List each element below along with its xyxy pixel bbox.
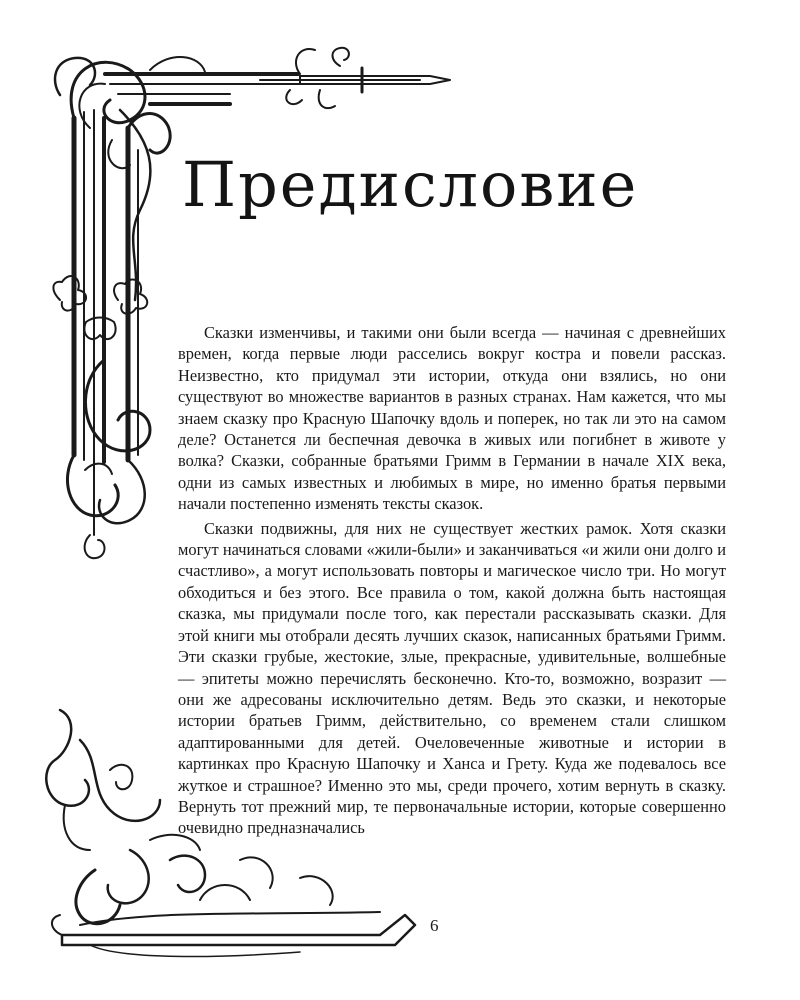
paragraph: Сказки подвижны, для них не существует жестких рамок. Хотя сказки могут начинаться словами «жили-были» и заканчиваться «и жили они долго и счастливо», а могут использовать повторы и магическое число три. Но могут обходиться и без этого. Все правила о том, какой должна быть настоящая сказка, мы придумали после того, как перестали рассказывать сказки. Для этой книги мы отобрали десять лучших сказок, написанных братьями Гримм. Эти сказки грубые, жестокие, злые, прекрасные, удивительные, волшебные — эпитеты можно перечислять бесконечно. Кто-то, возможно, возразит — они же адресованы исключительно детям. Ведь это сказки, и некоторые истории братьев Гримм, действительно, со временем стали слишком адаптированными для детей. Очеловеченные животные и истории в картинках про Красную Шапочку и Ханса и Грету. Куда же подевалось все жуткое и страшное? Именно это мы, среди прочего, хотим вернуть в сказку. Вернуть тот прежний мир, те первоначальные истории, которые совершенно очевидно предназначались	[178, 518, 726, 838]
paragraph: Сказки изменчивы, и такими они были всегда — начиная с древнейших времен, когда первые люди расселись вокруг костра и повели рассказ. Неизвестно, кто придумал эти истории, откуда они взялись, но они существуют во множестве вариантов в разных странах. Нам кажется, что мы знаем сказку про Красную Шапочку вдоль и поперек, но так ли это на самом деле? Останется ли беспечная девочка в живых или погибнет в животе у волка? Сказки, собранные братьями Гримм в Германии в начале XIX века, одни из самых известных и любимых в мире, но именно братья первыми начали постепенно изменять тексты сказок.	[178, 323, 726, 514]
page-title: Предисловие	[182, 148, 639, 221]
page-number: 6	[430, 916, 439, 935]
preface-text	[178, 322, 726, 839]
